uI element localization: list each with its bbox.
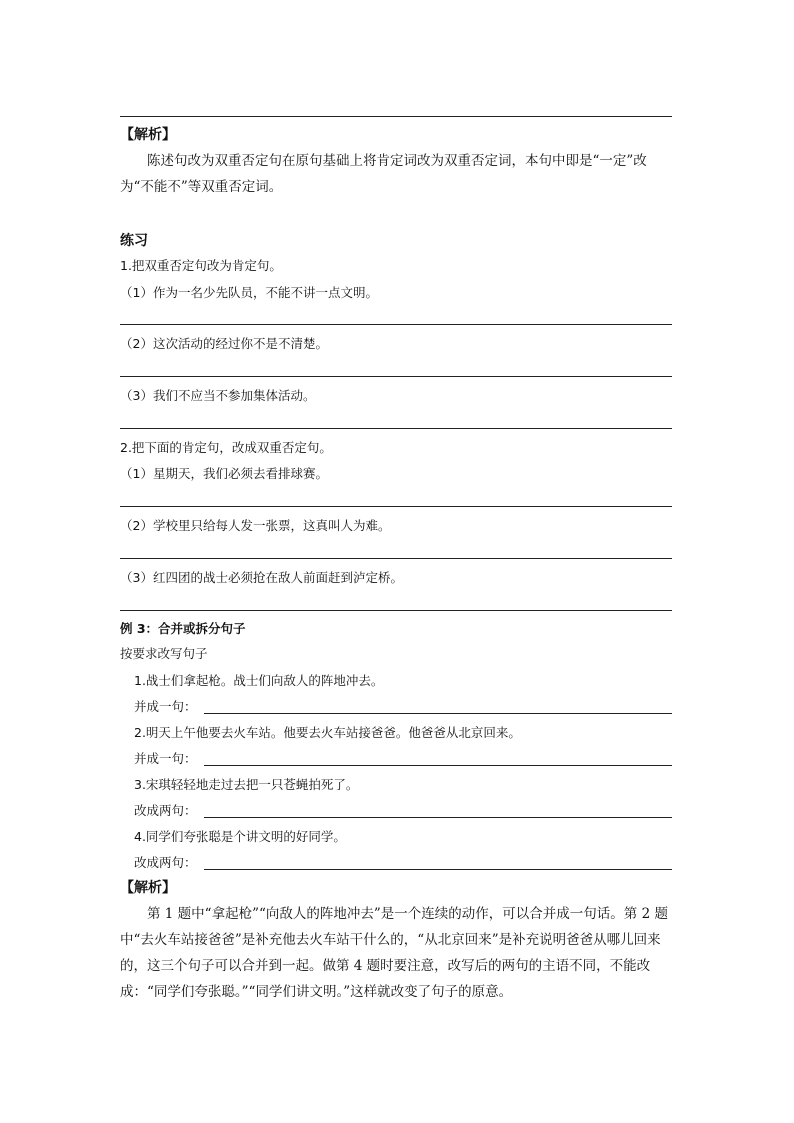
answer-label: 改成两句： xyxy=(134,855,197,870)
analysis-heading: 【解析】 xyxy=(120,880,176,896)
example-heading: 例 3：合并或拆分句子 xyxy=(120,621,246,636)
example-item: 3.宋琪轻轻地走过去把一只苍蝇拍死了。 xyxy=(134,777,359,792)
question-title: 1.把双重否定句改为肯定句。 xyxy=(120,258,282,273)
question-item: （1）星期天，我们必须去看排球赛。 xyxy=(120,466,328,481)
answer-line[interactable] xyxy=(120,610,672,611)
answer-line xyxy=(120,116,672,117)
answer-line[interactable] xyxy=(120,506,672,507)
question-item: （1）作为一名少先队员，不能不讲一点文明。 xyxy=(120,285,378,300)
analysis-heading: 【解析】 xyxy=(120,127,176,143)
answer-line[interactable] xyxy=(204,713,672,714)
analysis-text: 陈述句改为双重否定句在原句基础上将肯定词改为双重否定词，本句中即是“一定”改为“不能不”等双重否定词。 xyxy=(120,153,647,195)
answer-label: 并成一句： xyxy=(134,751,197,766)
question-title: 2.把下面的肯定句，改成双重否定句。 xyxy=(120,440,332,455)
analysis-text: 第 1 题中“拿起枪”“向敌人的阵地冲去”是一个连续的动作，可以合并成一句话。第 2 题中“去火车站接爸爸”是补充他去火车站干什么的，“从北京回来”是补充说明爸爸从哪儿回来的，这三个句子可以合并到一起。做第 4 题时要注意，改写后的两句的主语不同，不能改成：“同学们夸张聪。”“同学们讲文明。”这样就改变了句子的原意。 xyxy=(120,906,668,1000)
example-item: 2.明天上午他要去火车站。他要去火车站接爸爸。他爸爸从北京回来。 xyxy=(134,725,521,740)
answer-line[interactable] xyxy=(120,324,672,325)
example-item: 4.同学们夸张聪是个讲文明的好同学。 xyxy=(134,829,346,844)
answer-line[interactable] xyxy=(120,558,672,559)
answer-line[interactable] xyxy=(204,869,672,870)
example-instruction: 按要求改写句子 xyxy=(120,646,208,661)
question-item: （3）红四团的战士必须抢在敌人前面赶到泸定桥。 xyxy=(120,570,403,585)
question-item: （2）学校里只给每人发一张票，这真叫人为难。 xyxy=(120,518,391,533)
question-item: （2）这次活动的经过你不是不清楚。 xyxy=(120,336,328,351)
practice-heading: 练习 xyxy=(120,233,148,249)
answer-label: 并成一句： xyxy=(134,699,197,714)
example-item: 1.战士们拿起枪。战士们向敌人的阵地冲去。 xyxy=(134,673,384,688)
answer-line[interactable] xyxy=(120,376,672,377)
question-item: （3）我们不应当不参加集体活动。 xyxy=(120,388,316,403)
analysis-paragraph xyxy=(120,901,676,1005)
answer-line[interactable] xyxy=(204,817,672,818)
answer-label: 改成两句： xyxy=(134,803,197,818)
answer-line[interactable] xyxy=(204,765,672,766)
analysis-paragraph xyxy=(120,148,676,200)
answer-line[interactable] xyxy=(120,428,672,429)
